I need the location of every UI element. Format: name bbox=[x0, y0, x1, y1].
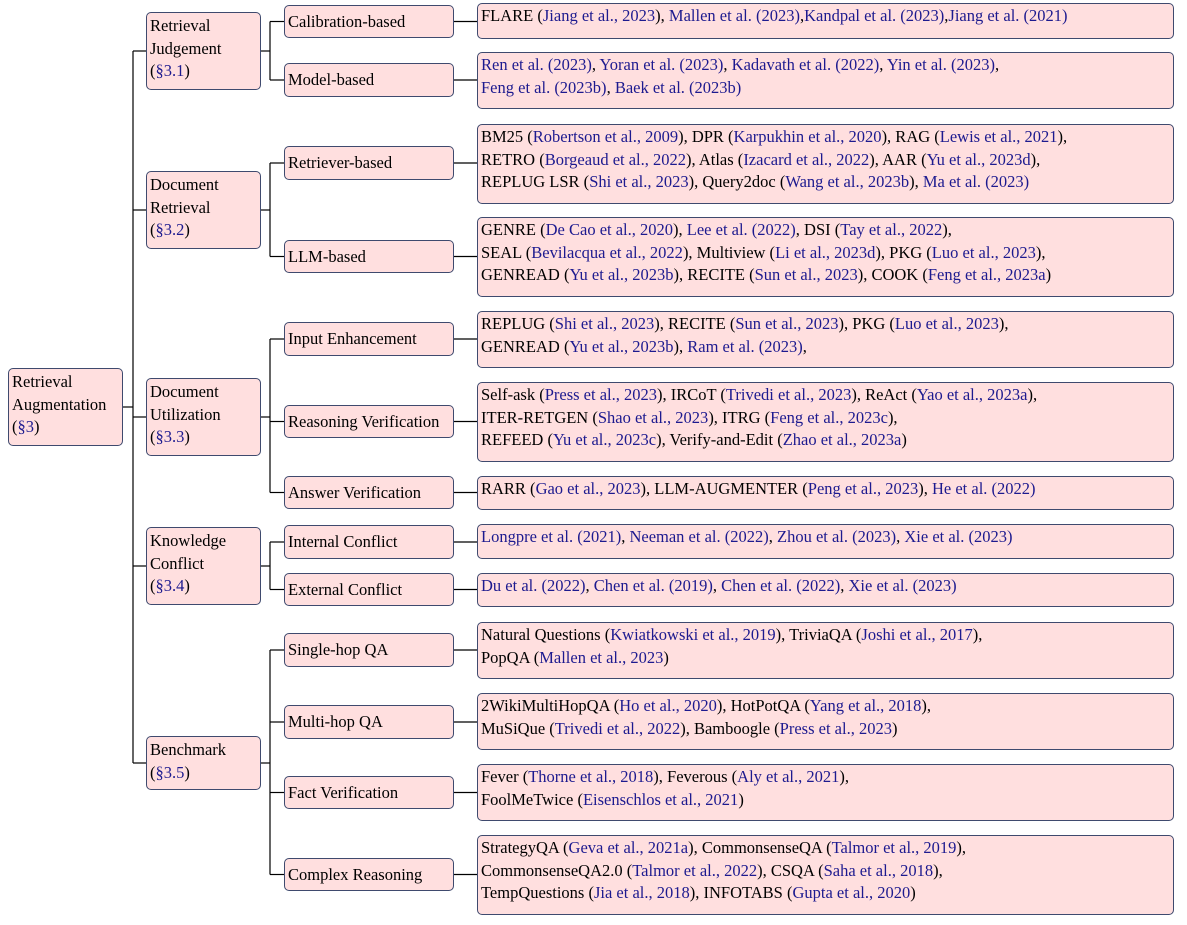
category-node-retrieval-judgement bbox=[146, 12, 261, 90]
citation-link[interactable]: Xie et al. (2023) bbox=[848, 576, 957, 595]
citation-link[interactable]: Yu et al., 2023c bbox=[552, 430, 657, 449]
reference-text: ), bbox=[1035, 242, 1046, 262]
reference-text: ), COOK ( bbox=[857, 265, 928, 284]
subcategory-node-multi-hop-qa bbox=[284, 705, 454, 739]
reference-text: , bbox=[944, 6, 949, 25]
citation-link[interactable]: Kwiatkowski et al., 2019 bbox=[610, 625, 776, 644]
subcategory-node-external-conflict bbox=[284, 573, 454, 606]
reference-text: ), bbox=[1057, 127, 1068, 146]
citation-link[interactable]: Zhao et al., 2023a bbox=[782, 430, 902, 449]
node-label: Utilization bbox=[150, 404, 221, 424]
reference-line bbox=[481, 149, 1173, 172]
node-label: Document bbox=[150, 175, 219, 194]
node-label: Complex Reasoning bbox=[288, 864, 423, 884]
reference-text: Self-ask ( bbox=[481, 385, 545, 404]
reference-list-fact-verification bbox=[477, 764, 1174, 821]
citation-link[interactable]: Sun et al., 2023 bbox=[754, 265, 858, 284]
citation-link[interactable]: Baek et al. (2023b) bbox=[614, 77, 742, 97]
reference-text: BM25 ( bbox=[481, 127, 533, 146]
citation-link[interactable]: Yin et al. (2023) bbox=[886, 55, 995, 74]
node-section: (§3.5) bbox=[150, 762, 190, 782]
node-label: Document bbox=[150, 382, 219, 401]
reference-line bbox=[481, 264, 1173, 287]
subcategory-node-model-based bbox=[284, 63, 454, 97]
citation-link[interactable]: Kadavath et al. (2022) bbox=[731, 55, 880, 74]
node-label: Single-hop QA bbox=[288, 640, 389, 659]
reference-text: ), RAG ( bbox=[881, 127, 940, 146]
reference-text: ), PKG ( bbox=[875, 242, 932, 262]
node-label: Retrieval bbox=[150, 16, 211, 35]
reference-text: ) bbox=[1045, 265, 1052, 284]
category-node-document-utilization bbox=[146, 378, 261, 456]
section-link[interactable]: §3.1 bbox=[155, 61, 185, 80]
citation-link[interactable]: Mallen et al., 2023 bbox=[539, 647, 664, 667]
reference-line bbox=[481, 766, 1173, 789]
reference-line bbox=[481, 837, 1173, 860]
reference-text: 2WikiMultiHopQA ( bbox=[481, 696, 620, 715]
reference-text: ), LLM-AUGMENTER ( bbox=[640, 479, 808, 498]
section-link[interactable]: §3.5 bbox=[155, 762, 185, 782]
node-label: LLM-based bbox=[288, 246, 366, 266]
citation-link[interactable]: Geva et al., 2021a bbox=[568, 838, 689, 857]
reference-text: , bbox=[896, 527, 905, 546]
reference-text: ), bbox=[909, 172, 923, 191]
reference-line bbox=[481, 54, 1173, 77]
node-label: Model-based bbox=[288, 70, 375, 89]
citation-link[interactable]: Gupta et al., 2020 bbox=[792, 883, 911, 902]
citation-link[interactable]: Joshi et al., 2017 bbox=[861, 625, 973, 644]
reference-text: GENRE ( bbox=[481, 220, 546, 239]
citation-link[interactable]: Jiang et al., 2023 bbox=[542, 6, 656, 25]
reference-text: ) bbox=[891, 718, 898, 738]
node-label: Retrieval bbox=[12, 372, 73, 391]
node-label: Retriever-based bbox=[288, 153, 393, 172]
reference-text: ), bbox=[655, 6, 669, 25]
reference-text: SEAL ( bbox=[481, 242, 532, 262]
reference-text: ), Feverous ( bbox=[653, 767, 738, 786]
node-label: Input Enhancement bbox=[288, 329, 417, 348]
node-label: Retrieval bbox=[150, 197, 211, 217]
node-label: Answer Verification bbox=[288, 482, 422, 502]
citation-link[interactable]: Press et al., 2023 bbox=[779, 718, 892, 738]
node-label: Augmentation bbox=[12, 394, 107, 414]
reference-line bbox=[481, 336, 1173, 359]
reference-text: ), Bamboogle ( bbox=[680, 718, 780, 738]
reference-list-external-conflict bbox=[477, 573, 1174, 607]
citation-link[interactable]: Yu et al., 2023d bbox=[926, 149, 1031, 169]
reference-line bbox=[481, 789, 1173, 812]
reference-text: ), ITRG ( bbox=[708, 407, 771, 427]
subcategory-node-single-hop-qa bbox=[284, 633, 454, 667]
citation-link[interactable]: Trivedi et al., 2022 bbox=[554, 718, 681, 738]
citation-link[interactable]: Trivedi et al., 2023 bbox=[725, 385, 852, 404]
node-label: Knowledge bbox=[150, 531, 227, 550]
citation-link[interactable]: Eisenschlos et al., 2021 bbox=[582, 789, 739, 809]
reference-text: REPLUG LSR ( bbox=[481, 172, 590, 191]
reference-line bbox=[481, 5, 1173, 28]
reference-text: ), bbox=[918, 479, 932, 498]
reference-line bbox=[481, 647, 1173, 670]
reference-text: ITER-RETGEN ( bbox=[481, 407, 598, 427]
section-link[interactable]: §3.3 bbox=[155, 427, 185, 446]
reference-text: ) bbox=[663, 647, 669, 667]
reference-text: ), ReAct ( bbox=[851, 385, 917, 404]
citation-link[interactable]: Chen et al. (2019) bbox=[593, 576, 713, 595]
reference-text: , bbox=[591, 55, 600, 74]
reference-text: ), Multiview ( bbox=[682, 242, 776, 262]
reference-text: ), AAR ( bbox=[869, 149, 927, 169]
reference-line bbox=[481, 526, 1173, 549]
citation-link[interactable]: Feng et al., 2023c bbox=[770, 407, 888, 427]
reference-text: , bbox=[802, 336, 807, 356]
citation-link[interactable]: Yao et al., 2023a bbox=[916, 385, 1028, 404]
reference-text: ), bbox=[972, 625, 983, 644]
reference-line bbox=[481, 242, 1173, 265]
reference-line bbox=[481, 219, 1173, 242]
reference-text: RARR ( bbox=[481, 479, 536, 498]
citation-link[interactable]: Shao et al., 2023 bbox=[597, 407, 709, 427]
reference-line bbox=[481, 860, 1173, 883]
category-node-benchmark bbox=[146, 736, 261, 790]
reference-text: , bbox=[799, 6, 805, 25]
citation-link[interactable]: Talmor et al., 2022 bbox=[632, 860, 758, 880]
reference-line bbox=[481, 77, 1173, 100]
reference-text: ), CommonsenseQA ( bbox=[688, 838, 832, 857]
reference-text: ), bbox=[839, 767, 849, 786]
reference-text: GENREAD ( bbox=[481, 336, 570, 356]
reference-text: ), CSQA ( bbox=[757, 860, 824, 880]
node-section: (§3.2) bbox=[150, 220, 190, 239]
reference-list-input-enhancement bbox=[477, 311, 1174, 368]
subcategory-node-input-enhancement bbox=[284, 322, 454, 356]
node-section: (§3) bbox=[12, 417, 40, 436]
reference-text: FoolMeTwice ( bbox=[481, 789, 583, 809]
node-label: Judgement bbox=[150, 38, 222, 58]
citation-link[interactable]: Tay et al., 2022 bbox=[840, 220, 943, 239]
node-label: Conflict bbox=[150, 553, 205, 573]
node-label: Internal Conflict bbox=[288, 532, 398, 551]
citation-link[interactable]: Lewis et al., 2021 bbox=[939, 127, 1058, 146]
citation-link[interactable]: Press et al., 2023 bbox=[544, 385, 657, 404]
citation-link[interactable]: Thorne et al., 2018 bbox=[528, 767, 654, 786]
node-label: External Conflict bbox=[288, 579, 403, 599]
reference-text: RETRO ( bbox=[481, 149, 545, 169]
reference-line bbox=[481, 429, 1173, 452]
reference-text: ), Verify-and-Edit ( bbox=[656, 430, 783, 449]
citation-link[interactable]: He et al. (2022) bbox=[931, 479, 1036, 498]
section-link[interactable]: §3.4 bbox=[155, 576, 185, 595]
reference-text: StrategyQA ( bbox=[481, 838, 569, 857]
citation-link[interactable]: Lee et al. (2022) bbox=[686, 220, 796, 239]
section-link[interactable]: §3.2 bbox=[155, 220, 185, 239]
reference-text: ) bbox=[738, 789, 744, 809]
reference-line bbox=[481, 882, 1173, 905]
citation-link[interactable]: Yoran et al. (2023) bbox=[599, 55, 724, 74]
reference-text: Fever ( bbox=[481, 767, 529, 786]
citation-link[interactable]: Karpukhin et al., 2020 bbox=[733, 127, 882, 146]
reference-text: ), RECITE ( bbox=[673, 265, 755, 284]
citation-link[interactable]: Jia et al., 2018 bbox=[593, 883, 690, 902]
reference-list-answer-verification bbox=[477, 476, 1174, 510]
reference-text: ), Atlas ( bbox=[686, 149, 744, 169]
reference-line bbox=[481, 718, 1173, 741]
reference-line bbox=[481, 384, 1173, 407]
citation-link[interactable]: Du et al. (2022) bbox=[481, 576, 586, 595]
citation-link[interactable]: De Cao et al., 2020 bbox=[545, 220, 674, 239]
reference-text: ), bbox=[673, 220, 687, 239]
reference-text: , bbox=[712, 576, 722, 595]
reference-line bbox=[481, 624, 1173, 647]
citation-link[interactable]: Bevilacqua et al., 2022 bbox=[531, 242, 683, 262]
citation-link[interactable]: Borgeaud et al., 2022 bbox=[544, 149, 687, 169]
citation-link[interactable]: Kandpal et al. (2023) bbox=[804, 6, 945, 25]
node-label: Fact Verification bbox=[288, 782, 399, 802]
reference-list-retriever-based bbox=[477, 124, 1174, 204]
reference-text: MuSiQue ( bbox=[481, 718, 555, 738]
citation-link[interactable]: Robertson et al., 2009 bbox=[532, 127, 679, 146]
citation-link[interactable]: Ram et al. (2023) bbox=[687, 336, 803, 356]
citation-link[interactable]: Li et al., 2023d bbox=[775, 242, 876, 262]
node-section: (§3.3) bbox=[150, 427, 190, 446]
reference-text: , DSI ( bbox=[795, 220, 841, 239]
reference-text: GENREAD ( bbox=[481, 265, 570, 284]
reference-text: , bbox=[768, 527, 777, 546]
citation-link[interactable]: Sun et al., 2023 bbox=[735, 314, 839, 333]
citation-link[interactable]: Longpre et al. (2021) bbox=[481, 527, 622, 546]
citation-link[interactable]: Yu et al., 2023b bbox=[569, 265, 674, 284]
citation-link[interactable]: Saha et al., 2018 bbox=[823, 860, 934, 880]
citation-link[interactable]: Feng et al. (2023b) bbox=[481, 77, 607, 97]
node-label: Calibration-based bbox=[288, 11, 406, 31]
reference-text: FLARE ( bbox=[481, 6, 543, 25]
reference-text: , bbox=[606, 77, 615, 97]
reference-list-reasoning-verification bbox=[477, 382, 1174, 462]
reference-text: , bbox=[995, 55, 1000, 74]
citation-link[interactable]: Yang et al., 2018 bbox=[809, 696, 922, 715]
reference-text: ), bbox=[921, 696, 932, 715]
reference-text: ), TriviaQA ( bbox=[775, 625, 862, 644]
reference-text: ) bbox=[910, 883, 916, 902]
citation-link[interactable]: Ho et al., 2020 bbox=[619, 696, 717, 715]
reference-text: ), bbox=[1027, 385, 1038, 404]
reference-text: ), Query2doc ( bbox=[688, 172, 786, 191]
reference-list-model-based bbox=[477, 52, 1174, 109]
subcategory-node-fact-verification bbox=[284, 776, 454, 809]
reference-text: ) bbox=[901, 430, 907, 449]
citation-link[interactable]: Neeman et al. (2022) bbox=[629, 527, 769, 546]
reference-list-single-hop-qa bbox=[477, 622, 1174, 679]
section-link[interactable]: §3 bbox=[17, 417, 34, 436]
reference-list-llm-based bbox=[477, 217, 1174, 297]
reference-line bbox=[481, 171, 1173, 194]
reference-text: ), INFOTABS ( bbox=[689, 883, 793, 902]
reference-text: Natural Questions ( bbox=[481, 625, 611, 644]
reference-text: ), HotPotQA ( bbox=[716, 696, 810, 715]
citation-link[interactable]: Shi et al., 2023 bbox=[554, 314, 655, 333]
citation-link[interactable]: Luo et al., 2023 bbox=[931, 242, 1036, 262]
citation-link[interactable]: Wang et al., 2023b bbox=[785, 172, 910, 191]
subcategory-node-calibration-based bbox=[284, 5, 454, 38]
reference-text: , bbox=[723, 55, 732, 74]
reference-line bbox=[481, 126, 1173, 149]
node-section: (§3.4) bbox=[150, 576, 190, 595]
citation-link[interactable]: Yu et al., 2023b bbox=[569, 336, 674, 356]
subcategory-node-answer-verification bbox=[284, 476, 454, 509]
citation-link[interactable]: Jiang et al. (2021) bbox=[948, 6, 1068, 25]
citation-link[interactable]: Talmor et al., 2019 bbox=[831, 838, 957, 857]
citation-link[interactable]: Xie et al. (2023) bbox=[904, 527, 1013, 546]
citation-link[interactable]: Chen et al. (2022) bbox=[721, 576, 841, 595]
citation-link[interactable]: Peng et al., 2023 bbox=[807, 479, 919, 498]
node-label: Benchmark bbox=[150, 740, 227, 759]
reference-text: , bbox=[840, 576, 849, 595]
reference-text: ), bbox=[956, 838, 967, 857]
reference-text: ), DPR ( bbox=[678, 127, 734, 146]
citation-link[interactable]: Ma et al. (2023) bbox=[922, 172, 1030, 191]
citation-link[interactable]: Luo et al., 2023 bbox=[894, 314, 999, 333]
subcategory-node-retriever-based bbox=[284, 146, 454, 180]
reference-line bbox=[481, 313, 1173, 336]
reference-line bbox=[481, 695, 1173, 718]
subcategory-node-internal-conflict bbox=[284, 525, 454, 559]
reference-text: ), bbox=[887, 407, 898, 427]
citation-link[interactable]: Zhou et al. (2023) bbox=[776, 527, 897, 546]
reference-list-internal-conflict bbox=[477, 524, 1174, 559]
citation-link[interactable]: Aly et al., 2021 bbox=[737, 767, 840, 786]
reference-line bbox=[481, 407, 1173, 430]
reference-list-multi-hop-qa bbox=[477, 693, 1174, 750]
reference-text: REFEED ( bbox=[481, 430, 553, 449]
reference-list-calibration-based bbox=[477, 3, 1174, 39]
citation-link[interactable]: Mallen et al. (2023) bbox=[668, 6, 800, 25]
citation-link[interactable]: Izacard et al., 2022 bbox=[743, 149, 870, 169]
subcategory-node-reasoning-verification bbox=[284, 405, 454, 438]
category-node-document-retrieval bbox=[146, 171, 261, 249]
reference-line bbox=[481, 478, 1173, 501]
citation-link[interactable]: Ren et al. (2023) bbox=[481, 55, 592, 74]
node-label: Multi-hop QA bbox=[288, 712, 383, 731]
node-section: (§3.1) bbox=[150, 61, 190, 80]
reference-list-complex-reasoning bbox=[477, 835, 1174, 915]
subcategory-node-complex-reasoning bbox=[284, 858, 454, 891]
reference-text: REPLUG ( bbox=[481, 314, 555, 333]
reference-line bbox=[481, 575, 1173, 598]
reference-text: ), bbox=[1030, 149, 1041, 169]
citation-link[interactable]: Shi et al., 2023 bbox=[589, 172, 689, 191]
reference-text: ), bbox=[933, 860, 943, 880]
reference-text: , bbox=[585, 576, 594, 595]
reference-text: TempQuestions ( bbox=[481, 883, 594, 902]
reference-text: , bbox=[879, 55, 887, 74]
reference-text: , bbox=[621, 527, 630, 546]
reference-text: ), PKG ( bbox=[838, 314, 895, 333]
citation-link[interactable]: Gao et al., 2023 bbox=[535, 479, 641, 498]
reference-text: ), RECITE ( bbox=[654, 314, 736, 333]
reference-text: ), bbox=[942, 220, 952, 239]
reference-text: ), bbox=[998, 314, 1009, 333]
reference-text: ), bbox=[673, 336, 688, 356]
root-node-retrieval-augmentation bbox=[8, 368, 123, 446]
subcategory-node-llm-based bbox=[284, 240, 454, 273]
node-label: Reasoning Verification bbox=[288, 411, 440, 431]
reference-text: PopQA ( bbox=[481, 647, 540, 667]
category-node-knowledge-conflict bbox=[146, 527, 261, 605]
reference-text: CommonsenseQA2.0 ( bbox=[481, 860, 633, 880]
reference-text: ), IRCoT ( bbox=[656, 385, 726, 404]
citation-link[interactable]: Feng et al., 2023a bbox=[927, 265, 1046, 284]
